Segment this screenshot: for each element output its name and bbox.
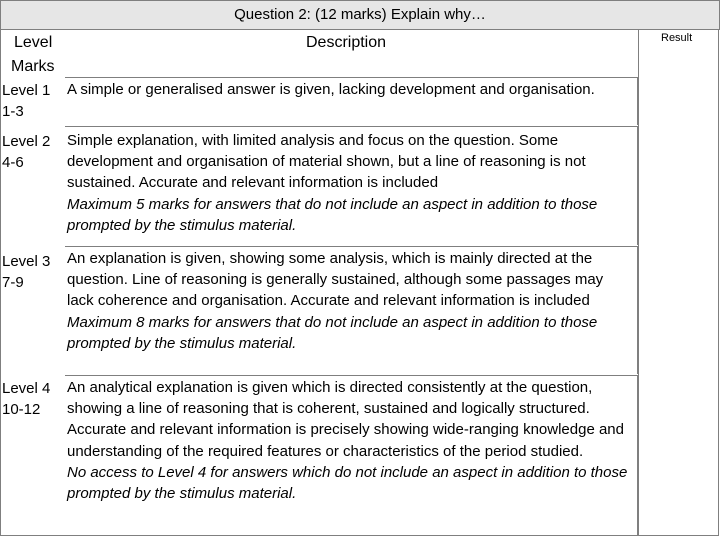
header-description: Description [306,34,387,51]
level-descriptor: Simple explanation, with limited analysis and focus on the question. Some development and organisation of material shown, but a line of reasoning is not sustained. Accurate and relevant information is included [67,132,586,192]
result-column [638,30,719,536]
level-note: No access to Level 4 for answers which do not include an aspect in addition to those prompted by the stimulus material. [67,463,628,503]
level-1-description [67,79,633,100]
level-name: Level 2 [2,133,51,150]
level-descriptor: An explanation is given, showing some analysis, which is mainly directed at the question. Line of reasoning is generally sustained, although some passages may lack coherence and organisation. Accurate and relevant information is included [67,250,604,310]
level-3-description [67,248,633,354]
level-2-description [67,130,633,236]
level-marks: 7-9 [2,274,24,291]
level-marks: 10-12 [2,401,41,418]
level-2-label [2,131,50,173]
level-note: Maximum 8 marks for answers that do not include an aspect in addition to those prompted by the stimulus material. [67,313,598,352]
level-4-label [2,378,50,420]
level-4-description [67,377,633,504]
level-3-label [2,251,50,293]
header-marks: Marks [11,58,55,75]
level-descriptor: An analytical explanation is given which is directed consistently at the question, showing a line of reasoning that is coherent, sustained and logically structured. Accurate and relevant information is precisely showing wide-ranging knowledge and understanding of the required features or characteristics of the period studied. [67,379,624,460]
level-1-label [2,80,50,122]
level-name: Level 4 [2,380,51,397]
question-title: Question 2: (12 marks) Explain why… [0,0,720,30]
header-result: Result [661,32,693,44]
level-marks: 1-3 [2,103,24,120]
level-name: Level 3 [2,253,51,270]
level-name: Level 1 [2,82,51,99]
level-note: Maximum 5 marks for answers that do not include an aspect in addition to those prompted by the stimulus material. [67,195,598,234]
level-descriptor: A simple or generalised answer is given, lacking development and organisation. [67,81,595,98]
level-marks: 4-6 [2,154,24,171]
header-level: Level [14,34,53,51]
